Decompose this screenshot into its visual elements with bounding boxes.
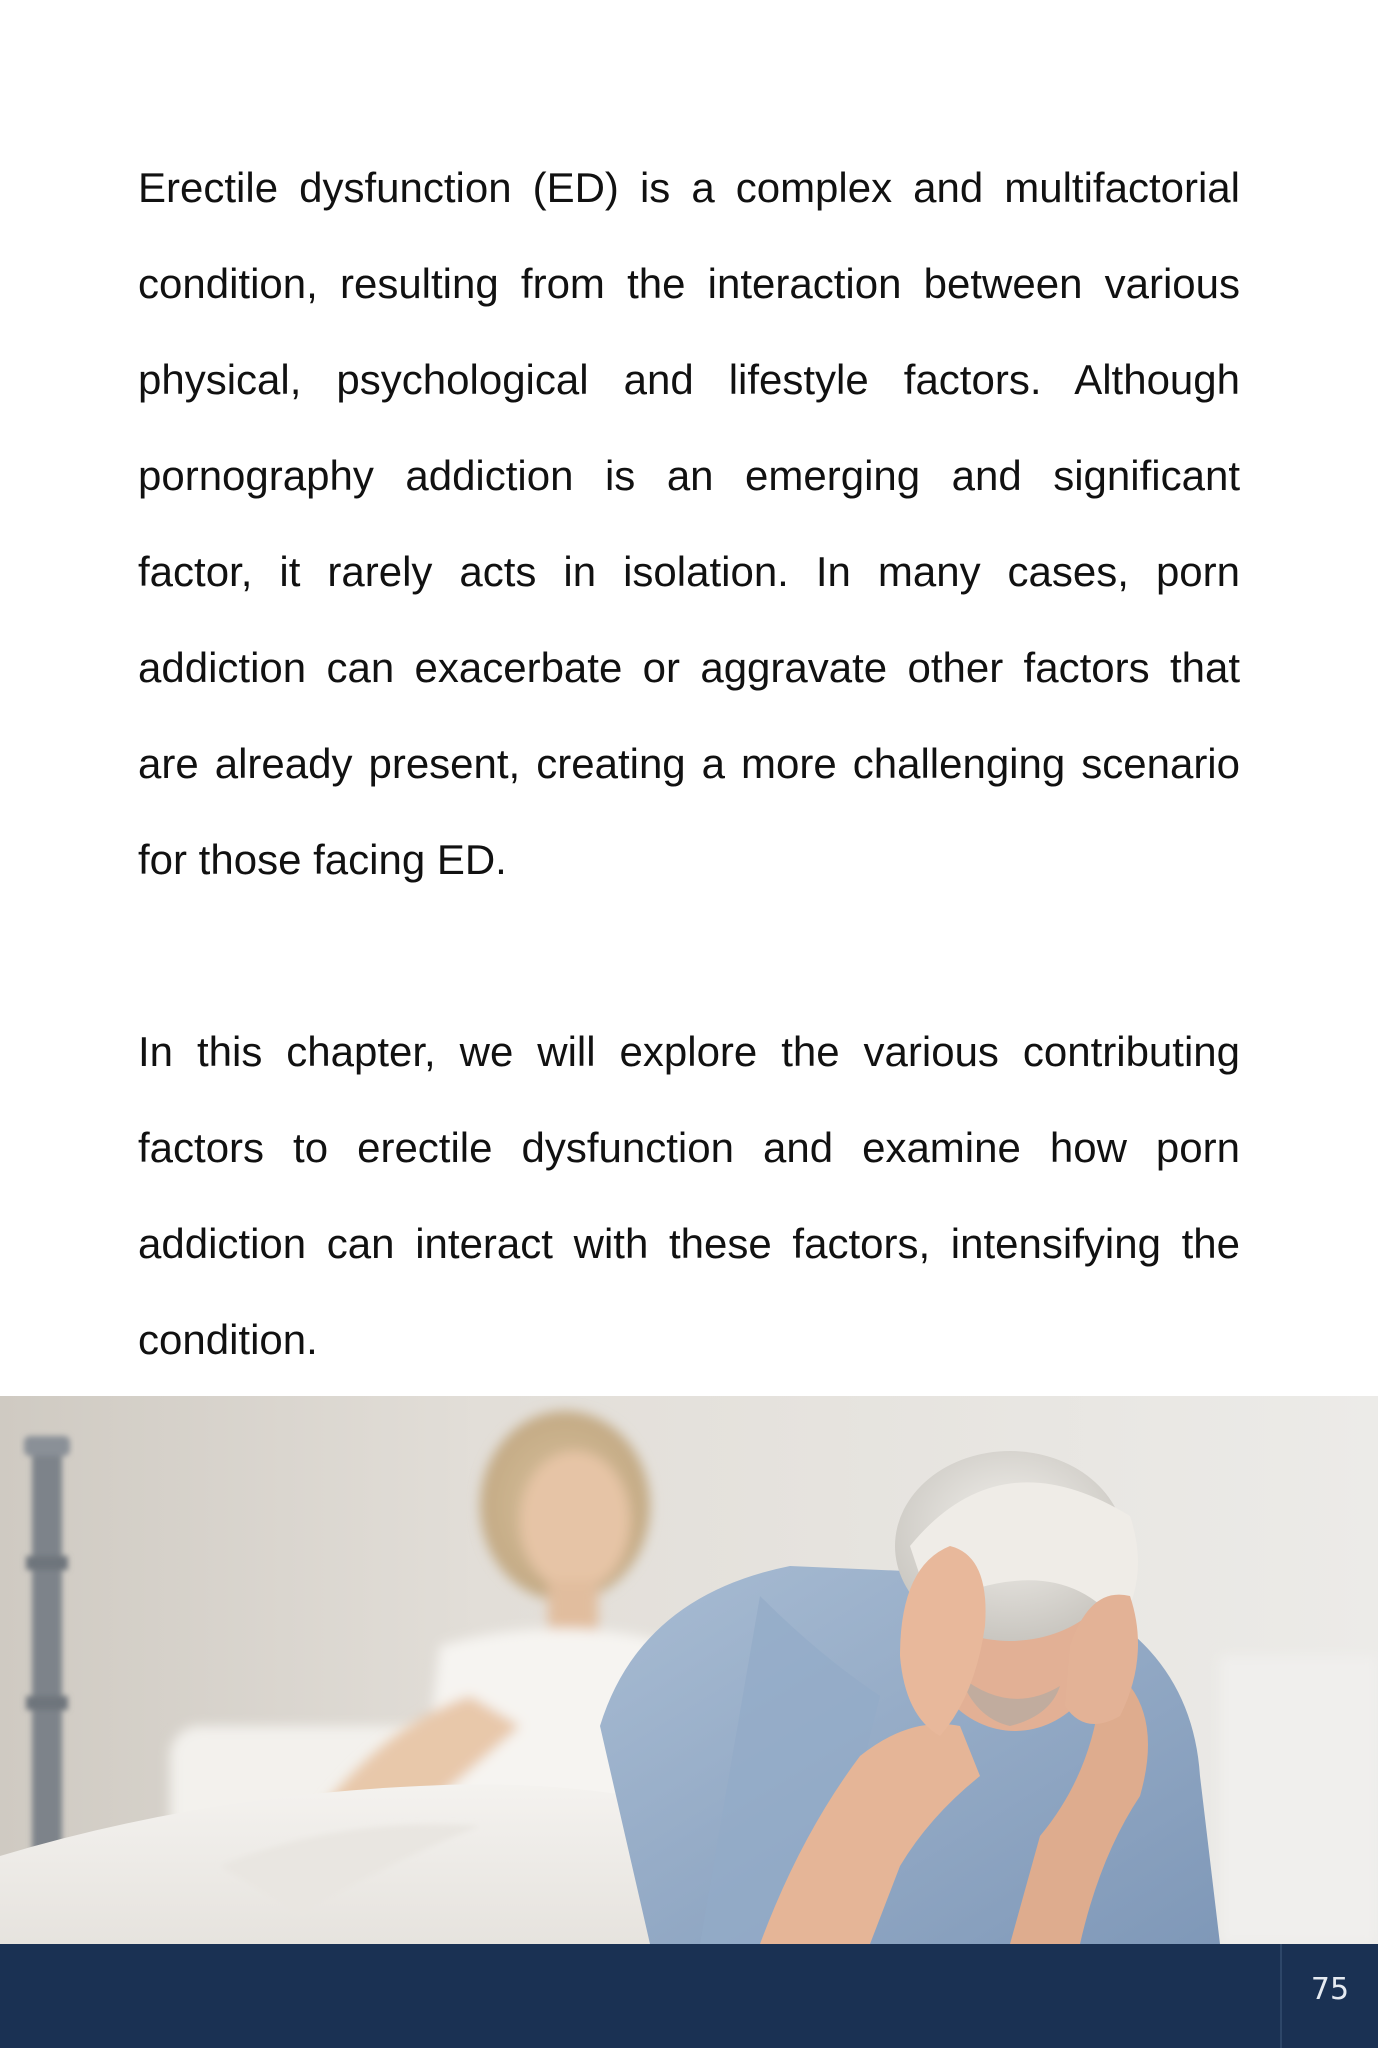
paragraph: Erectile dysfunction (ED) is a complex and multifactorial condition, resulting from the interaction between various physical, psychological and lifestyle factors. Although pornography addiction is an emerging and significant factor, it rarely acts in isolation. In many cases, porn addiction can exacerbate or aggravate other factors that are already present, creating a more challenging scenario for those facing ED. xyxy=(138,164,1240,883)
body-text xyxy=(138,140,1240,1388)
page-number: 75 xyxy=(1310,1972,1350,2007)
chapter-photo xyxy=(0,1396,1378,1944)
page-number-box xyxy=(1280,1944,1378,2048)
paragraph: In this chapter, we will explore the various contributing factors to erectile dysfunction and examine how porn addiction can interact with these factors, intensifying the condition. xyxy=(138,1028,1240,1363)
footer-bar xyxy=(0,1944,1378,2048)
